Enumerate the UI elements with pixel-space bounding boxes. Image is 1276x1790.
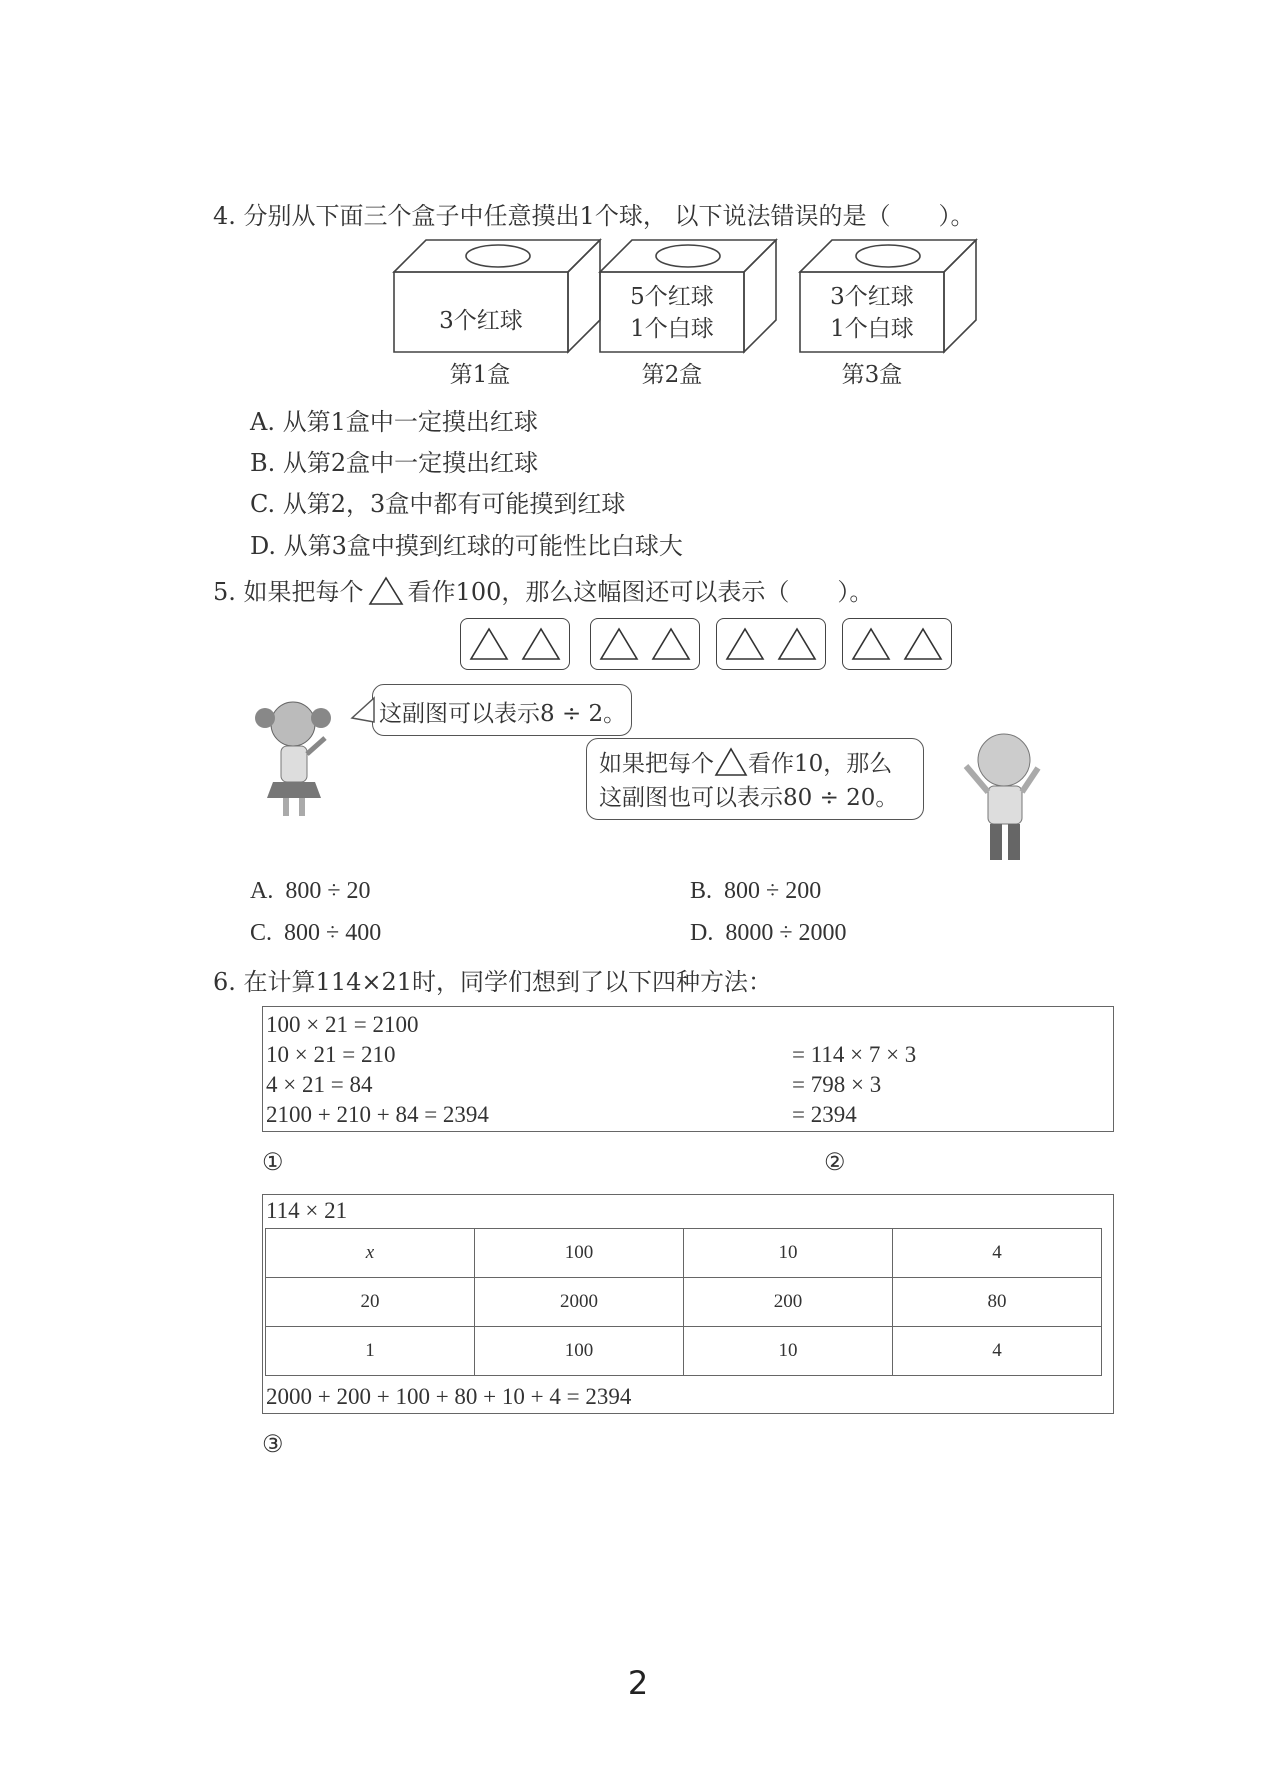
q4-option-a-label: A. bbox=[250, 408, 275, 436]
box-2-label-2: 1个白球 bbox=[630, 316, 714, 342]
marker-1: ① bbox=[262, 1148, 284, 1176]
table-cell: 4 bbox=[893, 1229, 1102, 1278]
method-2 bbox=[792, 1040, 916, 1130]
q4-number: 4. bbox=[213, 202, 236, 230]
page-number: 2 bbox=[627, 1664, 649, 1702]
marker-3: ③ bbox=[262, 1430, 284, 1458]
q5-option-b-label: B. bbox=[690, 878, 713, 904]
method-1-line: 100 × 21 = 2100 bbox=[266, 1012, 419, 1037]
method-1-line: 4 × 21 = 84 bbox=[266, 1072, 373, 1097]
boy-speech-line-2: 这副图也可以表示80 ÷ 20。 bbox=[599, 785, 899, 811]
table-row bbox=[266, 1229, 1102, 1278]
q6-stem-text: 在计算114×21时，同学们想到了以下四种方法： bbox=[243, 968, 773, 996]
box-3-label-2: 1个白球 bbox=[830, 316, 914, 342]
method-2-line: = 798 × 3 bbox=[792, 1072, 882, 1097]
boy-speech-before: 如果把每个 bbox=[599, 751, 714, 777]
table-row bbox=[266, 1327, 1102, 1376]
boy-illustration bbox=[958, 728, 1046, 868]
method-1-line: 2100 + 210 + 84 = 2394 bbox=[266, 1102, 489, 1127]
q6-number: 6. bbox=[213, 968, 236, 996]
triangle-icon bbox=[368, 576, 404, 606]
triangle-pair-icon bbox=[717, 619, 825, 669]
method-2-line: = 114 × 7 × 3 bbox=[792, 1042, 917, 1067]
q5-stem-after: 看作100，那么这幅图还可以表示（ ）。 bbox=[407, 578, 874, 606]
triangle-pair-icon bbox=[843, 619, 951, 669]
q5-option-d-text: 8000 ÷ 2000 bbox=[725, 920, 847, 946]
q5-number: 5. bbox=[213, 578, 236, 606]
box-1-label: 3个红球 bbox=[439, 308, 523, 334]
q6-stem bbox=[213, 962, 772, 997]
table-cell: 10 bbox=[684, 1229, 893, 1278]
q5-option-a-text: 800 ÷ 20 bbox=[285, 878, 371, 904]
q4-option-b-text: 从第2盒中一定摸出红球 bbox=[282, 449, 539, 477]
table-cell-header-x bbox=[266, 1229, 475, 1278]
boy-speech-bubble bbox=[586, 738, 924, 820]
q4-option-a-text: 从第1盒中一定摸出红球 bbox=[282, 408, 538, 436]
q5-option-d[interactable] bbox=[690, 920, 847, 947]
table-row bbox=[266, 1278, 1102, 1327]
method-3-sum: 2000 + 200 + 100 + 80 + 10 + 4 = 2394 bbox=[266, 1384, 632, 1409]
method-3-title: 114 × 21 bbox=[266, 1198, 348, 1223]
q5-option-a-label: A. bbox=[250, 878, 274, 904]
table-cell: 100 bbox=[475, 1327, 684, 1376]
q4-option-c[interactable] bbox=[250, 484, 625, 519]
box-2-label-1: 5个红球 bbox=[630, 284, 714, 310]
girl-speech-bubble bbox=[372, 684, 632, 736]
method-1 bbox=[266, 1010, 489, 1130]
boy-speech-line-1 bbox=[599, 747, 923, 781]
table-cell: 4 bbox=[893, 1327, 1102, 1376]
q5-option-c[interactable] bbox=[250, 920, 381, 947]
triangle-group-4 bbox=[842, 618, 952, 670]
girl-illustration bbox=[255, 694, 335, 824]
triangle-group-2 bbox=[590, 618, 700, 670]
table-cell: 100 bbox=[475, 1229, 684, 1278]
q5-option-c-text: 800 ÷ 400 bbox=[284, 920, 382, 946]
q5-stem bbox=[213, 572, 873, 607]
box-1 bbox=[394, 240, 600, 352]
box-3-label-1: 3个红球 bbox=[830, 284, 914, 310]
method-1-line: 10 × 21 = 210 bbox=[266, 1042, 396, 1067]
q5-option-a[interactable] bbox=[250, 878, 371, 905]
q4-option-d[interactable] bbox=[250, 526, 683, 561]
box-3-caption: 第3盒 bbox=[841, 362, 903, 388]
table-cell: 1 bbox=[266, 1327, 475, 1376]
triangle-pair-icon bbox=[591, 619, 699, 669]
method-2-line: = 2394 bbox=[792, 1102, 857, 1127]
q5-option-c-label: C. bbox=[250, 920, 273, 946]
bubble-tail bbox=[350, 696, 376, 726]
q4-stem bbox=[213, 196, 974, 231]
x-variable: x bbox=[365, 1242, 375, 1263]
q4-option-b[interactable] bbox=[250, 443, 538, 478]
box-2-caption: 第2盒 bbox=[641, 362, 703, 388]
table-cell: 2000 bbox=[475, 1278, 684, 1327]
boy-speech-after: 看作10，那么 bbox=[748, 751, 893, 777]
marker-2: ② bbox=[824, 1148, 846, 1176]
box-1-caption: 第1盒 bbox=[449, 362, 511, 388]
q4-option-c-text: 从第2，3盒中都有可能摸到红球 bbox=[282, 490, 626, 518]
q5-option-b[interactable] bbox=[690, 878, 821, 905]
q4-option-b-label: B. bbox=[250, 449, 276, 477]
triangle-group-1 bbox=[460, 618, 570, 670]
q4-option-c-label: C. bbox=[250, 490, 276, 518]
q4-stem-text: 分别从下面三个盒子中任意摸出1个球， 以下说法错误的是（ ）。 bbox=[243, 202, 975, 230]
q4-option-d-text: 从第3盒中摸到红球的可能性比白球大 bbox=[283, 532, 683, 560]
table-cell: 200 bbox=[684, 1278, 893, 1327]
table-cell: 20 bbox=[266, 1278, 475, 1327]
triangle-icon bbox=[714, 747, 748, 777]
girl-speech-text: 这副图可以表示8 ÷ 2。 bbox=[379, 701, 627, 727]
method-3-table bbox=[265, 1228, 1102, 1376]
triangle-group-3 bbox=[716, 618, 826, 670]
triangle-pair-icon bbox=[461, 619, 569, 669]
q5-option-d-label: D. bbox=[690, 920, 714, 946]
table-cell: 80 bbox=[893, 1278, 1102, 1327]
table-cell: 10 bbox=[684, 1327, 893, 1376]
q4-option-a[interactable] bbox=[250, 402, 538, 437]
q5-stem-before: 如果把每个 bbox=[243, 578, 364, 606]
q4-option-d-label: D. bbox=[250, 532, 277, 560]
q5-option-b-text: 800 ÷ 200 bbox=[724, 878, 822, 904]
